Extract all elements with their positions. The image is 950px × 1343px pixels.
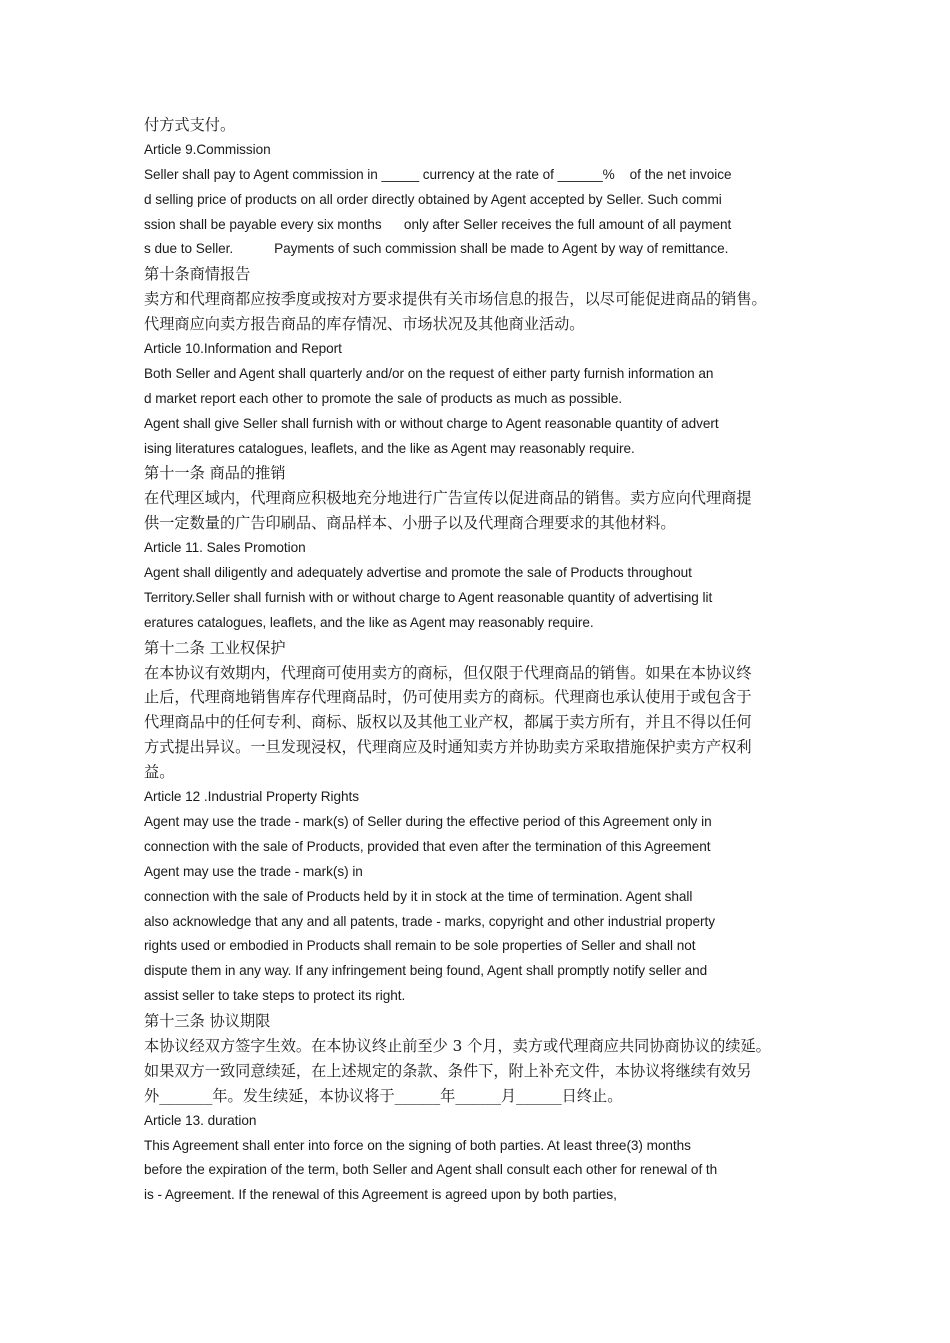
text-line: 卖方和代理商都应按季度或按对方要求提供有关市场信息的报告，以尽可能促进商品的销售。: [144, 290, 767, 309]
text-line: Agent may use the trade - mark(s) in: [144, 863, 363, 879]
text-line: assist seller to take steps to protect its right.: [144, 988, 406, 1004]
text-line: 本协议经双方签字生效。在本协议终止前至少 3 个月，卖方或代理商应共同协商协议的续延。: [144, 1036, 771, 1055]
text-line: also acknowledge that any and all patents, trade - marks, copyright and other industrial property: [144, 913, 715, 929]
text-line: s due to Seller. Payments of such commission shall be made to Agent by way of remittance.: [144, 241, 729, 257]
text-line: dispute them in any way. If any infringement being found, Agent shall promptly notify seller and: [144, 963, 708, 979]
text-line: rights used or embodied in Products shall remain to be sole properties of Seller and shall not: [144, 938, 696, 954]
text-line: 如果双方一致同意续延，在上述规定的条款、条件下，附上补充文件，本协议将继续有效另: [144, 1061, 752, 1080]
text-line: This Agreement shall enter into force on the signing of both parties. At least three(3) months: [144, 1137, 691, 1153]
article-heading: 第十二条 工业权保护: [144, 638, 286, 657]
text-line: ssion shall be payable every six months only after Seller receives the full amount of all payment: [144, 216, 732, 232]
text-line: d selling price of products on all order directly obtained by Agent accepted by Seller. Such commi: [144, 191, 722, 207]
text-line: is - Agreement. If the renewal of this Agreement is agreed upon by both parties,: [144, 1187, 617, 1203]
article-heading: 第十条商情报告: [144, 265, 251, 284]
article-heading: Article 12 .Industrial Property Rights: [144, 789, 359, 805]
text-line: 代理商应向卖方报告商品的库存情况、市场状况及其他商业活动。: [144, 315, 585, 334]
text-line: Agent may use the trade - mark(s) of Seller during the effective period of this Agreement only in: [144, 813, 712, 829]
text-line: eratures catalogues, leaflets, and the like as Agent may reasonably require.: [144, 614, 594, 630]
text-line: 付方式支付。: [144, 116, 236, 134]
text-line: before the expiration of the term, both Seller and Agent shall consult each other for renewal of th: [144, 1162, 718, 1178]
text-line: 在本协议有效期内，代理商可使用卖方的商标，但仅限于代理商品的销售。如果在本协议终: [144, 663, 752, 682]
text-line: Both Seller and Agent shall quarterly and/or on the request of either party furnish information an: [144, 365, 714, 381]
document-page: [144, 113, 824, 1208]
article-heading: Article 13. duration: [144, 1112, 257, 1128]
text-line: ising literatures catalogues, leaflets, and the like as Agent may reasonably require.: [144, 440, 635, 456]
text-line: connection with the sale of Products, provided that even after the termination of this Agreement: [144, 838, 711, 854]
text-line: Territory.Seller shall furnish with or without charge to Agent reasonable quantity of advertising lit: [144, 589, 713, 605]
article-heading: Article 11. Sales Promotion: [144, 540, 306, 556]
text-line: Agent shall diligently and adequately advertise and promote the sale of Products throughout: [144, 565, 692, 581]
article-heading: 第十一条 商品的推销: [144, 464, 286, 483]
text-line: connection with the sale of Products held by it in stock at the time of termination. Agent shall: [144, 888, 693, 904]
text-line: 代理商品中的任何专利、商标、版权以及其他工业产权，都属于卖方所有，并且不得以任何: [144, 713, 752, 732]
text-line: 益。: [144, 763, 175, 782]
text-line: Seller shall pay to Agent commission in _____ currency at the rate of ______% of the net invoice: [144, 166, 732, 182]
text-line: d market report each other to promote the sale of products as much as possible.: [144, 390, 623, 406]
text-line: 止后，代理商地销售库存代理商品时，仍可使用卖方的商标。代理商也承认使用于或包含于: [144, 688, 752, 707]
text-line: 在代理区域内，代理商应积极地充分地进行广告宣传以促进商品的销售。卖方应向代理商提: [144, 489, 752, 508]
text-line: Agent shall give Seller shall furnish with or without charge to Agent reasonable quantity of advert: [144, 415, 719, 431]
text-line: 方式提出异议。一旦发现浸权，代理商应及时通知卖方并协助卖方采取措施保护卖方产权利: [144, 738, 752, 757]
article-heading: Article 10.Information and Report: [144, 341, 342, 357]
article-heading: Article 9.Commission: [144, 141, 271, 157]
article-heading: 第十三条 协议期限: [144, 1012, 271, 1031]
text-line: 供一定数量的广告印刷品、商品样本、小册子以及代理商合理要求的其他材料。: [144, 514, 676, 533]
text-line: 外_______年。发生续延，本协议将于______年______月______日终止。: [144, 1086, 623, 1105]
